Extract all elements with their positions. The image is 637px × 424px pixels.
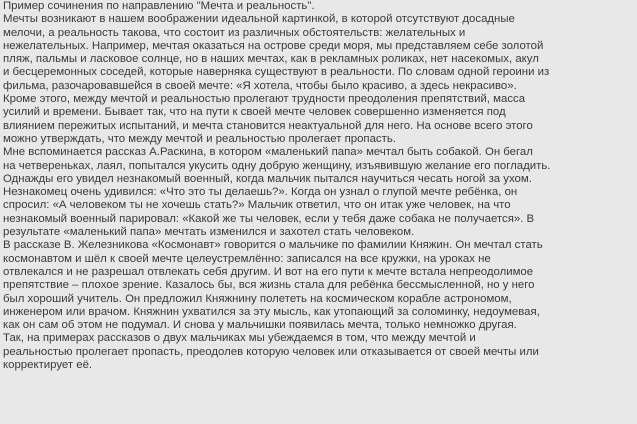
text-line: корректирует её. [3, 359, 93, 372]
text-line: инженером или врачом. Княжнин ухватился за эту мысль, как утопающий за соломинку, недоумевая, [3, 305, 540, 318]
text-line: как он сам об этом не подумал. И снова у мальчишки появилась мечта, только немножко другая. [3, 319, 517, 332]
text-line: В рассказе В. Железникова «Космонавт» говорится о мальчике по фамилии Княжин. Он мечтал стать [3, 239, 543, 252]
text-line: усилий и времени. Бывает так, что на пути к своей мечте человек совершенно изменяется под [3, 106, 506, 119]
text-line: Кроме этого, между мечтой и реальностью пролегают трудности преодоления препятствий, масса [3, 93, 526, 106]
text-line: нежелательных. Например, мечтая оказаться на острове среди моря, мы представляем себе золотой [3, 39, 544, 52]
text-line: незнакомый военный парировал: «Какой же ты человек, если у тебя даже собака не получается». В [3, 212, 535, 225]
text-line: пляж, пальмы и ласковое солнце, но в наших мечтах, как в рекламных роликах, нет насекомых, акул [3, 53, 539, 66]
text-line: мелочи, а реальность такова, что состоит из различных обстоятельств: желательных и [3, 26, 466, 39]
text-line: Однажды его увидел незнакомый военный, когда мальчик пытался научиться чесать ногой за ухом. [3, 172, 532, 185]
text-line: влиянием пережитых испытаний, и мечта становится неактуальной для него. На основе всего этого [3, 119, 533, 132]
text-line: препятствие – плохое зрение. Казалось бы, вся жизнь стала для ребёнка бессмысленной, но у него [3, 279, 535, 292]
text-line: и бесцеремонных соседей, которые наверняка существуют в реальности. По словам одной героини из [3, 66, 550, 79]
text-line: фильма, разочаровавшейся в своей мечте: «Я хотела, чтобы было красиво, а здесь некрасиво». [3, 79, 517, 92]
text-line: спросил: «А человеком ты не хочешь стать?» Мальчик ответил, что он итак уже человек, на что [3, 199, 511, 212]
text-line: результате «маленький папа» мечтать изменился и захотел стать человеком. [3, 226, 415, 239]
essay-title: Пример сочинения по направлению "Мечта и реальность". [3, 0, 315, 12]
text-line: на четвереньках, лаял, попытался укусить одну добрую женщину, изъявившую желание его погладить. [3, 159, 551, 172]
text-line: был хороший учитель. Он предложил Княжнину полететь на космическом корабле астрономом, [3, 292, 512, 305]
text-line: космонавтом и шёл к своей мечте целеустремлённо: записался на все кружки, на уроках не [3, 252, 491, 265]
text-line: реальностью пролегает пропасть, преодолев которую человек или отказывается от своей мечты или [3, 345, 539, 358]
text-line: отвлекался и не разрешал отвлекать себя другим. И вот на его пути к мечте встала непреодолимое [3, 265, 534, 278]
text-line: Так, на примерах рассказов о двух мальчиках мы убеждаемся в том, что между мечтой и [3, 332, 476, 345]
text-line: Незнакомец очень удивился: «Что это ты делаешь?». Когда он узнал о глупой мечте ребёнка, он [3, 186, 518, 199]
text-line: Мечты возникают в нашем воображении идеальной картинкой, в которой отсутствуют досадные [3, 13, 515, 26]
text-line: можно утверждать, что между мечтой и реальностью пролегает пропасть. [3, 132, 396, 145]
text-line: Мне вспоминается рассказ А.Раскина, в котором «маленький папа» мечтал быть собакой. Он бегал [3, 146, 533, 159]
